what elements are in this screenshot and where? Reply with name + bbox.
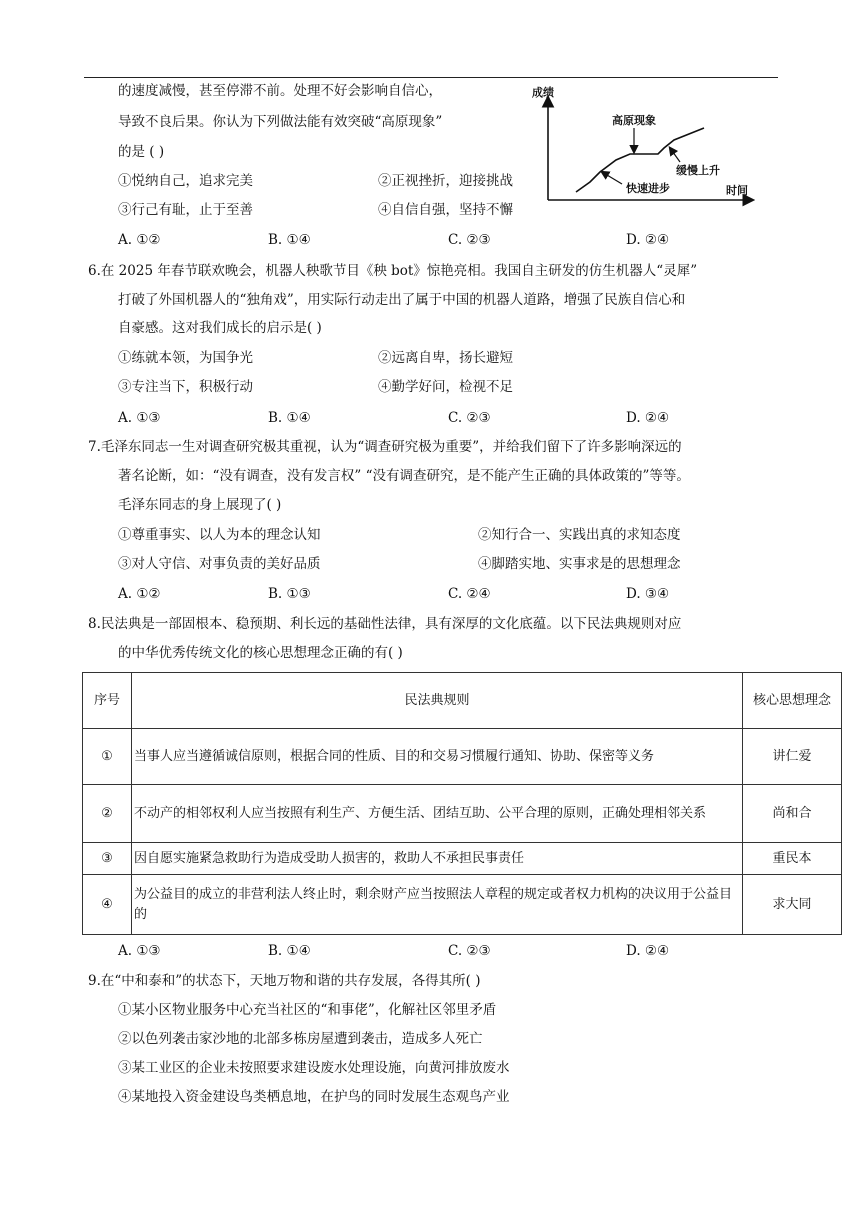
q8-line-2: 的中华优秀传统文化的核心思想理念正确的有( )	[118, 645, 403, 661]
q7-option-d: D. ③④	[626, 586, 670, 602]
row-rule: 为公益目的成立的非营利法人终止时，剩余财产应当按照法人章程的规定或者权力机构的决议用于公益目的	[132, 875, 743, 935]
annotation-fast-progress: 快速进步	[626, 182, 670, 195]
q7-statement-3: ③对人守信、对事负责的美好品质	[118, 556, 321, 572]
q5-line-2: 导致不良后果。你认为下列做法能有效突破“高原现象”	[118, 114, 443, 130]
row-number: ②	[83, 785, 132, 843]
q7-statement-4: ④脚踏实地、实事求是的思想理念	[478, 556, 681, 572]
table-row	[83, 843, 842, 875]
q9-line-1: 9.在“中和泰和”的状态下，天地万物和谐的共存发展，各得其所( )	[88, 973, 481, 989]
table-row	[83, 875, 842, 935]
q5-statement-4: ④自信自强，坚持不懈	[378, 202, 513, 218]
q7-line-1: 7.毛泽东同志一生对调查研究极其重视，认为“调查研究极为重要”，并给我们留下了许多影响深远的	[88, 439, 682, 455]
q6-line-1: 6.在 2025 年春节联欢晚会，机器人秧歌节目《秧 bot》惊艳亮相。我国自主研发的仿生机器人“灵犀”	[88, 263, 698, 279]
q9-statement-2: ②以色列袭击家沙地的北部多栋房屋遭到袭击，造成多人死亡	[118, 1031, 483, 1047]
q6-line-3: 自豪感。这对我们成长的启示是( )	[118, 320, 322, 336]
annotation-plateau: 高原现象	[612, 114, 656, 127]
header-number: 序号	[83, 673, 132, 729]
q8-line-1: 8.民法典是一部固根本、稳预期、利长远的基础性法律，具有深厚的文化底蕴。以下民法典规则对应	[88, 616, 682, 632]
civil-code-table	[82, 672, 842, 935]
annotation-slow-rise-arrow	[670, 148, 680, 162]
q7-statement-1: ①尊重事实、以人为本的理念认知	[118, 527, 321, 543]
q5-option-b: B. ①④	[268, 232, 311, 248]
q7-option-b: B. ①③	[268, 586, 311, 602]
q8-option-b: B. ①④	[268, 943, 311, 959]
q5-option-c: C. ②③	[448, 232, 491, 248]
q9-statement-4: ④某地投入资金建设鸟类栖息地，在护鸟的同时发展生态观鸟产业	[118, 1089, 510, 1105]
q6-option-b: B. ①④	[268, 410, 311, 426]
q8-option-d: D. ②④	[626, 943, 670, 959]
row-rule: 不动产的相邻权利人应当按照有利生产、方便生活、团结互助、公平合理的原则，正确处理相邻关系	[132, 785, 743, 843]
row-number: ①	[83, 729, 132, 785]
q6-statement-1: ①练就本领，为国争光	[118, 350, 253, 366]
q5-option-a: A. ①②	[118, 232, 161, 248]
q8-option-a: A. ①③	[118, 943, 161, 959]
row-rule: 当事人应当遵循诚信原则，根据合同的性质、目的和交易习惯履行通知、协助、保密等义务	[132, 729, 743, 785]
q7-line-3: 毛泽东同志的身上展现了( )	[118, 497, 282, 513]
row-core-idea: 尚和合	[743, 785, 842, 843]
row-number: ③	[83, 843, 132, 875]
q7-line-2: 著名论断，如：“没有调查，没有发言权” “没有调查研究，是不能产生正确的具体政策的”等等。	[118, 468, 690, 484]
q6-statement-2: ②远离自卑，扬长避短	[378, 350, 513, 366]
q9-statement-3: ③某工业区的企业未按照要求建设废水处理设施，向黄河排放废水	[118, 1060, 510, 1076]
q6-statement-4: ④勤学好问，检视不足	[378, 379, 513, 395]
header-rule-text: 民法典规则	[132, 673, 743, 729]
header-core-idea: 核心思想理念	[743, 673, 842, 729]
table-row	[83, 785, 842, 843]
q6-option-a: A. ①③	[118, 410, 161, 426]
q6-statement-3: ③专注当下，积极行动	[118, 379, 253, 395]
q5-statement-2: ②正视挫折，迎接挑战	[378, 173, 513, 189]
row-rule: 因自愿实施紧急救助行为造成受助人损害的，救助人不承担民事责任	[132, 843, 743, 875]
row-number: ④	[83, 875, 132, 935]
q7-statement-2: ②知行合一、实践出真的求知态度	[478, 527, 681, 543]
q6-option-d: D. ②④	[626, 410, 670, 426]
row-core-idea: 重民本	[743, 843, 842, 875]
q5-line-1: 的速度减慢，甚至停滞不前。处理不好会影响自信心，	[118, 83, 442, 99]
q6-line-2: 打破了外国机器人的“独角戏”，用实际行动走出了属于中国的机器人道路，增强了民族自信心和	[118, 292, 686, 308]
q5-option-d: D. ②④	[626, 232, 670, 248]
q7-option-a: A. ①②	[118, 586, 161, 602]
q8-option-c: C. ②③	[448, 943, 491, 959]
annotation-slow-rise: 缓慢上升	[676, 164, 720, 177]
table-row	[83, 729, 842, 785]
plateau-chart	[528, 84, 758, 208]
q5-statement-3: ③行己有耻，止于至善	[118, 202, 253, 218]
row-core-idea: 求大同	[743, 875, 842, 935]
table-header-row	[83, 673, 842, 729]
q9-statement-1: ①某小区物业服务中心充当社区的“和事佬”，化解社区邻里矛盾	[118, 1002, 497, 1018]
annotation-fast-progress-arrow	[602, 172, 622, 184]
row-core-idea: 讲仁爱	[743, 729, 842, 785]
q5-statement-1: ①悦纳自己，追求完美	[118, 173, 253, 189]
header-rule	[84, 77, 778, 78]
q6-option-c: C. ②③	[448, 410, 491, 426]
y-axis-label: 成绩	[532, 86, 554, 99]
q5-line-3: 的是 ( )	[118, 144, 165, 160]
q7-option-c: C. ②④	[448, 586, 491, 602]
x-axis-label: 时间	[726, 184, 748, 197]
